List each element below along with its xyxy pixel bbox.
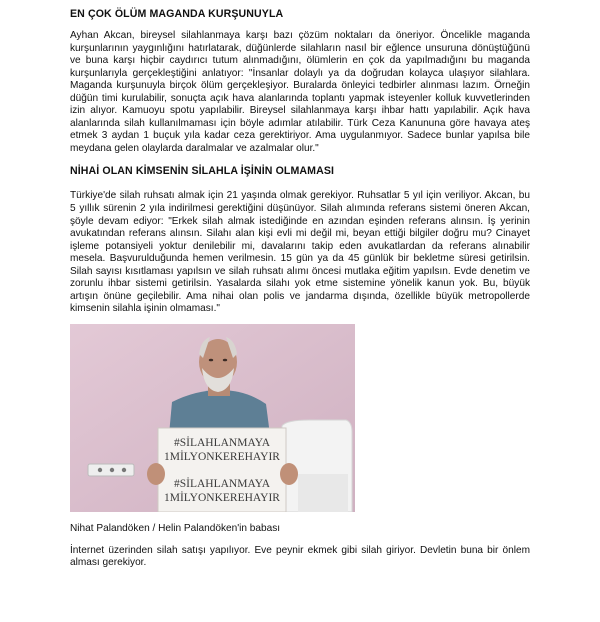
left-hand bbox=[147, 463, 165, 485]
sign-line: 1MİLYONKEREHAYIR bbox=[164, 450, 280, 463]
photo-illustration bbox=[70, 324, 355, 512]
sign-line: #SİLAHLANMAYA bbox=[173, 436, 271, 449]
section-paragraph-maganda: Ayhan Akcan, bireysel silahlanmaya karşı bazı çözüm noktaları da öneriyor. Öncelikle maganda kurşunlarının yaygınlığını hatırlatarak, düğünlerde silahların nasıl bir eğlence unsuruna dönüştüğünü ve buna karşı hiçbir caydırıcı tutum alınmadığını, ölümlerin en çok da yapılmadığını bu maganda kurşunlarıyla gerçekleştiğini anlatıyor: "İnsanlar dolaylı ya da doğrudan kolayca ulaşıyor silahlara. Maganda kurşunuyla birçok ölüm gerçekleşiyor. Buralarda önleyici tedbirler alınması lazım. Örneğin düğün timi kurulabilir, sonuçta açık hava alanlarında toplantı yapmak isteyenler kolluk kuvvetlerinden izin alıyor. Kamuoyu spotu yapılabilir. Bireysel silahlanmaya karşı ihbar hattı yapılabilir. Açık hava alanlarında silah kullanılmaması için böyle adımlar atılabilir. Türk Ceza Kanununa göre havaya ateş etmek 3 aydan 1 buçuk yıla kadar ceza gerektiriyor. Ama uygulanmıyor. Sadece bunlar yapılsa bile meydana gelen olaylarda daralmalar ve azalmalar olur." bbox=[70, 30, 530, 154]
protest-photo bbox=[70, 324, 355, 512]
article bbox=[70, 8, 530, 570]
sign-line: #SİLAHLANMAYA bbox=[173, 477, 271, 490]
sign-line: 1MİLYONKEREHAYIR bbox=[164, 491, 280, 504]
right-hand bbox=[280, 463, 298, 485]
section-paragraph-nihai: Türkiye'de silah ruhsatı almak için 21 yaşında olmak gerekiyor. Ruhsatlar 5 yıl için veriliyor. Akcan, bu 5 yıllık sürenin 2 yıla indirilmesi gerektiğini düşünüyor. Silah alımında referans sistemi öneren Akcan, şöyle devam ediyor: "Erkek silah almak istediğinde en azından eşinden referans alınsın. İş yerinin avukatından referans alınsın. Silahı alan kişi evli mi değil mi, beyan ettiği bilgiler doğru mu? Cinayet işleme potansiyeli yoktur denilebilir mi, davalarını takip eden avukatlardan da referans alınabilir mesela. Başvurulduğunda hemen verilmesin. 15 gün ya da 45 günlük bir bekletme süresi getirilsin. Silah sayısı kısıtlaması yapılsın ve silah ruhsatı alımı öncesi mutlaka eğitim yapılsın. Evde denetim ve zorunlu ihbar sistemi getirilsin. Yasalarda silahı yok etme sistemine yönelik kanun yok. Bu, büyük artışın önüne geçilebilir. Ama nihai olan polis ve jandarma dışında, özellikle büyük metropollerde kimsenin silahla işinin olmaması." bbox=[70, 190, 530, 315]
photo-caption: Nihat Palandöken / Helin Palandöken'in babası bbox=[70, 522, 281, 534]
chair-seat bbox=[298, 474, 348, 512]
closing-paragraph: İnternet üzerinden silah satışı yapılıyor. Eve peynir ekmek gibi silah giriyor. Devletin buna bir önlem alması gerekiyor. bbox=[70, 544, 530, 569]
section-heading-nihai: NİHAİ OLAN KİMSENİN SİLAHLA İŞİNİN OLMAMASI bbox=[70, 165, 335, 178]
section-heading-maganda: EN ÇOK ÖLÜM MAGANDA KURŞUNUYLA bbox=[70, 8, 284, 20]
